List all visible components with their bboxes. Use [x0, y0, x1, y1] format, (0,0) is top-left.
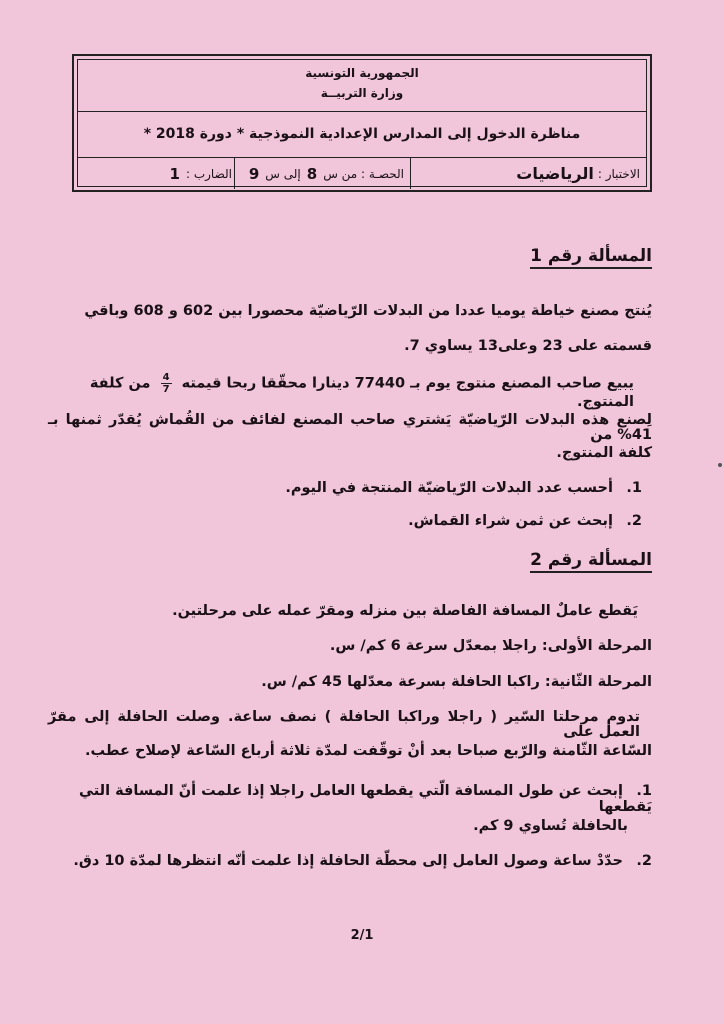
ministry-label: وزارة التربيــة — [320, 86, 404, 100]
problem2-question1 — [48, 783, 652, 815]
problem2-question2 — [48, 853, 652, 869]
subject-cell — [410, 158, 646, 189]
header-title-row — [78, 112, 646, 158]
problem1-question1 — [48, 480, 642, 496]
question-text: أحسب عدد البدلات الرّياضيّة المنتجة في اليوم. — [285, 480, 613, 496]
question-number: 1. — [636, 783, 652, 799]
exam-title: مناظرة الدخول إلى المدارس الإعدادية النموذجية * دورة 2018 * — [143, 126, 581, 142]
problem1-question2 — [48, 513, 642, 529]
fraction-denominator: 7 — [162, 384, 170, 395]
question-number: 2. — [636, 853, 652, 869]
session-cell — [234, 158, 410, 189]
session-label: الحصـة : من س — [323, 166, 404, 181]
session-mid: إلى س — [265, 166, 301, 181]
coefficient-value: 1 — [169, 164, 180, 183]
problem2-question1-cont: بالحافلة تُساوي 9 كم. — [473, 818, 628, 834]
fraction — [161, 372, 172, 395]
coefficient-label: الضارب : — [185, 166, 232, 181]
question-text: إبحث عن ثمن شراء القماش. — [408, 513, 613, 529]
exam-header-box — [72, 54, 652, 192]
problem1-line3 — [48, 372, 634, 410]
problem1-line3-end: من كلفة المنتوج. — [89, 375, 634, 410]
problem2-line2: المرحلة الأولى: راجلا بمعدّل سرعة 6 كم/ س. — [329, 638, 652, 654]
republic-label: الجمهورية التونسية — [305, 66, 419, 80]
question-text: حدّدْ ساعة وصول العامل إلى محطّة الحافلة إذا علمت أنّه انتظرها لمدّة 10 دق. — [73, 853, 623, 869]
fraction-numerator: 4 — [162, 372, 170, 383]
header-info-row — [78, 158, 646, 189]
problem1-line4: لِصنع هذه البدلات الرّياضيّة يَشتري صاحب المصنع لفائف من القُماش يُقدّر ثمنها بـ 41% من — [48, 412, 652, 443]
scan-dot — [718, 463, 722, 467]
problem2-title: المسألة رقم 2 — [530, 550, 652, 573]
header-authority-row — [78, 60, 646, 112]
problem1-title: المسألة رقم 1 — [530, 246, 652, 269]
problem2-line3: المرحلة الثّانية: راكبا الحافلة بسرعة معدّلها 45 كم/ س. — [261, 674, 652, 690]
session-from: 8 — [306, 164, 318, 183]
question-number: 1. — [626, 480, 642, 496]
problem2-line4: تدوم مرحلتا السّير ( راجلا وراكبا الحافلة ) نصف ساعة. وصلت الحافلة إلى مقرّ العمل على — [48, 709, 640, 740]
problem1-line2: قسمته على 23 وعلى13 يساوي 7. — [404, 338, 652, 354]
subject-value: الرياضيات — [516, 164, 594, 183]
problem1-line3-start: يبيع صاحب المصنع منتوج يوم بـ 77440 دينارا محقّقا ربحا قيمته — [181, 375, 634, 392]
page-number: 2/1 — [350, 928, 374, 943]
problem1-line5: كلفة المنتوج. — [556, 445, 652, 461]
problem2-line5: السّاعة الثّامنة والرّبع صباحا بعد أنْ توقّفت لمدّة ثلاثة أرباع السّاعة لإصلاح عطب. — [85, 743, 652, 759]
question-text: إبحث عن طول المسافة الّتي يقطعها العامل راجلا إذا علمت أنّ المسافة التي يَقطعها — [79, 783, 652, 815]
question-number: 2. — [626, 513, 642, 529]
coefficient-cell — [78, 158, 240, 189]
subject-label: الاختبار : — [597, 166, 640, 181]
problem1-line1: يُنتج مصنع خياطة يوميا عددا من البدلات الرّياضيّة محصورا بين 602 و 608 وباقي — [84, 303, 652, 319]
session-to: 9 — [248, 164, 260, 183]
problem2-line1: يَقطع عاملٌ المسافة الفاصلة بين منزله ومقرّ عمله على مرحلتين. — [172, 603, 638, 619]
